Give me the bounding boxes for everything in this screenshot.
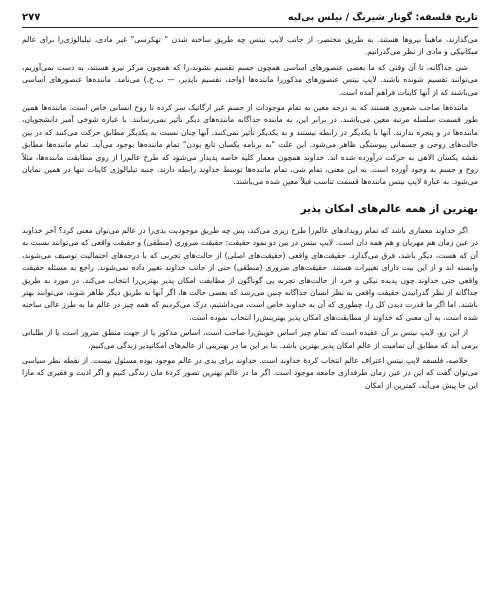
paragraph: می‌گذارند، ماهیتاً نیروها هستند. به طریق مختصر، از جانب لایپ نیتس چه طریق ساخته شدن " تهکرسی" غیر مادی، تیلیالوژی‌را برای عالم میکانیکی و مادی از نظر می‌گذرانیم. <box>22 35 478 57</box>
paragraph: خلاصه، فلسفه لایپ نیتس اعتراف عالم انتخاب کردهٔ خداوند است. خداوند برای بدی در عالم موجود بوده مسئول نیست. از نقطه نظر سیاسی می‌توان گفت که این در عین زمان طرفداری جامعه موجود است. اگر ما در عالم بهترین تصور کردهٔ مان زندگی کنیم و اگر اذیت و فقیری که مارا این جا پیش می‌آید، کمترین از امکان <box>22 355 478 390</box>
paragraph: اگر خداوند معمار‌ی باشد که تمام رویدادهای عالم‌را طرح ریزی می‌کند، پس چه طریق موجودیت بدی‌را در عالم می‌توان معنی کرد؟ آخر خداوند در عین زمان هم مهربان و هم همه دان است. لایپ نیتس در بین دو نمود حقیقت: حقیقت ضروری (منطقی) و حقیقت واقعی که می‌توانند نسبت به آن که هست، دیگر باشد، فرق می‌گذارد. حقیقت‌های واقعی (حقیقت‌های اصلی) از حالت‌های تجربی که با درجه‌های احتمالیت توصیف می‌شوند، وابسته اند و از این بیت دارای تغییرات هستند. حقیقت‌های ضروری (منطقی) حتی از جانب خداوند تغییر داده نمی‌شوند. راجع به مسئله حقیقت واقعی حتی خداوند چون پدیده نیکی و خرد از حالت‌های تجربه یی گوناگون از مطابقت امکان پذیر بهترین‌را انتخاب می‌کند. در مورد به طریق جداگانه از نظر گذرانیدن حقیقت واقعی به نظر انسان جداگانه چنین می‌رسد که بعضی حالت ها، اگر آنها به طریق دیگر ظاهر شوند، می‌توانند بهتر باشند. اما اگر ما قدرت دیدن کل را، چطوری که آن به خداوند خاص است، می‌داشتیم، درک می‌کردیم که همه چیز در عالم ما به طرز عالی ساخته شده است، به آن معنی که خداوند از مطابقت‌های امکان پذیر بهترینش‌را انتخاب نموده است. <box>22 225 478 322</box>
section-heading: بهترین از همه عالم‌های امکان پذیر <box>300 202 478 215</box>
running-header <box>22 12 478 28</box>
book-page <box>22 12 478 395</box>
paragraph: ماننده‌ها صاحب شعوری هستند که به درجه معین به تمام موجودات از جسم غیر ارگانیک سر کرده تا روح انسانی خاص است. ماننده‌ها همین طور قسمت سلسله مرتبه معین می‌باشند. در برابر این، به ماننده جداگانه ماننده‌های دیگر تأثیر نمی‌رسانند. با عباره شوخی آمیز دانشجویان، ماننده‌ها در و پنجره ندارند. آنها با یکدیگر در رابطه نیستند و به یکدیگر تأثیر نمی‌کنند. آنها چنان نسبت به یکدیگر مطابق حرکت می‌کنند که در بین حالت‌های روحی و جسمانی پیوستگی ظاهر می‌شود. این علت "به برنامه یکسان تابع بودن" تمام ماننده‌ها بوجود می‌آید. تمام ماننده‌ها مطابق نقشه یکسان الاهی به حرکت درآورده شده اند. خداوند همچون معمار کلیه خاصه پدیدار می‌شود که طرح عالم‌را از روی مطابقت ماننده‌ها، مثلاً روح و جسم به وجود آورده است. به این معنی، تمام شی، تمام ماننده‌ها توسط خداوند رابطه دارند. جنبه تیلیالوژی کاینات تنها در همین نمایان می‌شود. به عبارهٔ لایپ نیتس ماننده‌ها قسمت تناسب قبلاً معین شده می‌باشند. <box>22 103 478 187</box>
paragraph: از این رو، لایپ نیتس بر آن عقیده است که تمام چیز اساس خویش‌را صاحب است، اساس مذکور یا از جهت منطق ضرور است یا از طلباتی برمی آید که مطابق آن تمامیت از عالم امکان پذیر بهترین باشد. بنا بر این ما در بهترینی از عالم‌های امکانپذیر زندگی می‌کنیم. <box>22 328 478 350</box>
page-number: ۲۷۷ <box>22 12 41 23</box>
book-title: تاریخ فلسفه: گونار شیرنگ / نیلس بی‌لیه <box>287 12 478 23</box>
paragraph: شی جداگانه، تا آن وقتی که ما بعضی عنصورهای اساسی همچون جسم تقسیم نشوند،را که همچون مرکز نیرو هستند، به دست نمی‌آوریم، می‌توانند تقسیم شونده باشند. لایپ نیتس عنصورهای مذکوررا ماننده‌ها (واحد، تقسیم ناپذیر، — ب.خ.) می‌نامد. ماننده‌ها عنصورهای اساسی می‌باشند که از آنها کاینات فراهم آمده است. <box>22 62 478 97</box>
